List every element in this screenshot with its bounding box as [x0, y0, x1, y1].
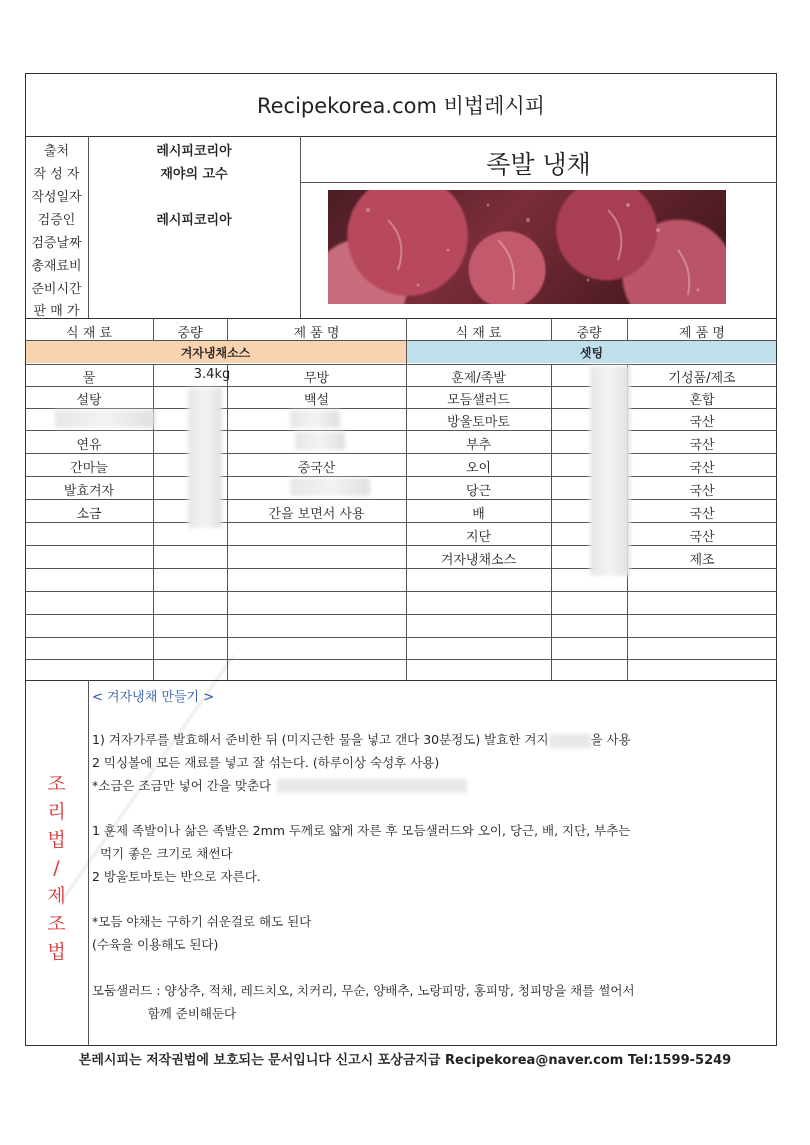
row-line [25, 614, 777, 615]
section-title-left: 겨자냉채소스 [180, 346, 251, 360]
redacted-text [549, 734, 591, 748]
ingredient-product: 국산 [689, 484, 715, 499]
info-label: 작성일자 [31, 190, 82, 205]
meat-photo [328, 190, 726, 304]
ingredient-product: 혼합 [689, 393, 715, 408]
footer-notice: 본레시피는 저작권법에 보호되는 문서입니다 신고시 포상금지급 Recipekorea@naver.com Tel:1599-5249 [78, 1053, 732, 1068]
info-label: 작 성 자 [33, 167, 80, 182]
redacted-cell [290, 410, 340, 428]
method-line: 2 믹싱볼에 모든 재료를 넣고 잘 섞는다. (하루이상 숙성후 사용) [92, 754, 440, 770]
side-char: 리 [47, 801, 66, 823]
ingredient-name: 겨자냉채소스 [440, 553, 517, 568]
table-header: 제 품 명 [293, 326, 340, 341]
method-body [92, 729, 772, 1025]
ingredient-name: 발효겨자 [63, 484, 115, 499]
ingredient-product: 제조 [689, 553, 715, 568]
row-line [25, 545, 777, 546]
method-line: 모둠샐러드 : 양상추, 적채, 레드치오, 치커리, 무순, 양배추, 노랑피망, 홍피망, 청피망을 채를 썰어서 [92, 982, 635, 998]
info-value: 레시피코리아 [156, 213, 232, 228]
ingredient-product: 국산 [689, 415, 715, 430]
ingredient-product: 간을 보면서 사용 [268, 507, 365, 522]
side-char: 조 [47, 773, 66, 795]
method-line: (수육을 이용해도 된다) [92, 937, 219, 953]
ingredient-name: 지단 [465, 530, 492, 545]
method-side-label [25, 770, 88, 966]
side-char: / [53, 857, 60, 879]
row-line [25, 386, 777, 387]
ingredient-name: 설탕 [76, 393, 102, 408]
divider [25, 318, 777, 319]
divider [25, 136, 777, 137]
ingredient-name: 배 [472, 507, 485, 522]
table-header: 제 품 명 [679, 326, 725, 341]
ingredient-product: 국산 [689, 461, 715, 476]
table-header: 중량 [576, 326, 602, 341]
ingredient-name: 연유 [76, 438, 102, 453]
info-label: 총재료비 [31, 259, 82, 274]
method-line: 1) 겨자가루를 발효해서 준비한 뒤 (미지근한 물을 넣고 갠다 30분정도) 발효한 겨지 을 사용 [92, 732, 631, 747]
ingredient-name: 당근 [465, 484, 492, 499]
row-line [25, 430, 777, 431]
info-label: 검증날짜 [31, 236, 82, 251]
method-line: 2 방울토마토는 반으로 자른다. [92, 868, 261, 884]
method-line: 먹기 좋은 크기로 채썬다 [92, 845, 233, 861]
side-char: 조 [47, 913, 66, 935]
ingredient-product: 무방 [303, 371, 330, 386]
info-label: 검증인 [37, 213, 76, 228]
ingredient-product: 기성품/제조 [668, 371, 736, 386]
ingredient-weight: 3.4kg [193, 367, 231, 382]
divider [88, 680, 89, 1046]
ingredient-name: 소금 [76, 507, 102, 522]
side-char: 법 [47, 829, 66, 851]
row-line [25, 499, 777, 500]
row-line [25, 659, 777, 660]
section-title-right: 셋팅 [579, 346, 604, 360]
side-char: 법 [47, 941, 66, 963]
ingredient-name: 훈제/족발 [451, 371, 506, 386]
method-line: 함께 준비해둔다 [92, 1005, 237, 1021]
recipe-name: 족발 냉채 [486, 150, 591, 179]
method-line: *소금은 조금만 넣어 간을 맞춘다 [92, 775, 772, 798]
row-line [25, 453, 777, 454]
ingredient-product: 백설 [303, 393, 330, 408]
redacted-cell [290, 478, 370, 496]
info-label: 판 매 가 [33, 304, 80, 319]
row-line [25, 591, 777, 592]
redacted-cell [295, 432, 345, 450]
table-header: 식 재 료 [66, 326, 112, 341]
ingredient-product: 국산 [689, 438, 715, 453]
redacted-text [277, 779, 467, 793]
ingredient-name: 오이 [465, 461, 492, 476]
method-heading: < 겨자냉채 만들기 > [92, 690, 215, 705]
side-char: 제 [47, 885, 66, 907]
table-header: 중량 [177, 326, 203, 341]
redacted-weight-column [188, 388, 222, 528]
redacted-weight-column [590, 366, 630, 576]
ingredient-name: 간마늘 [70, 461, 108, 476]
row-line [25, 680, 777, 681]
ingredient-product: 국산 [689, 507, 715, 522]
ingredient-name: 모듬샐러드 [447, 393, 510, 408]
ingredient-product: 중국산 [297, 461, 336, 476]
document-title: Recipekorea.com 비법레시피 [256, 94, 546, 118]
meat-texture-icon [328, 190, 726, 304]
row-line [25, 568, 777, 569]
table-header: 식 재 료 [455, 326, 502, 341]
method-line: 1 훈제 족발이나 삶은 족발은 2mm 두께로 얇게 자른 후 모듬샐러드와 오이, 당근, 배, 지단, 부추는 [92, 823, 631, 839]
ingredient-name: 물 [82, 371, 96, 386]
method-line [92, 957, 772, 980]
method-line [92, 889, 772, 912]
method-line [92, 797, 772, 820]
row-line [25, 408, 777, 409]
info-value: 레시피코리아 [156, 144, 232, 159]
info-label: 준비시간 [31, 282, 82, 297]
info-label: 출처 [43, 144, 70, 159]
divider [300, 182, 777, 183]
row-line [25, 522, 777, 523]
row-line [25, 476, 777, 477]
ingredient-name: 방울토마토 [447, 415, 510, 430]
method-line: *모듬 야채는 구하기 쉬운걸로 해도 된다 [92, 914, 312, 930]
redacted-cell [55, 410, 155, 428]
divider [25, 364, 777, 365]
ingredient-name: 부추 [465, 438, 492, 453]
ingredient-product: 국산 [689, 530, 715, 545]
info-value: 재야의 고수 [160, 167, 228, 182]
row-line [25, 637, 777, 638]
